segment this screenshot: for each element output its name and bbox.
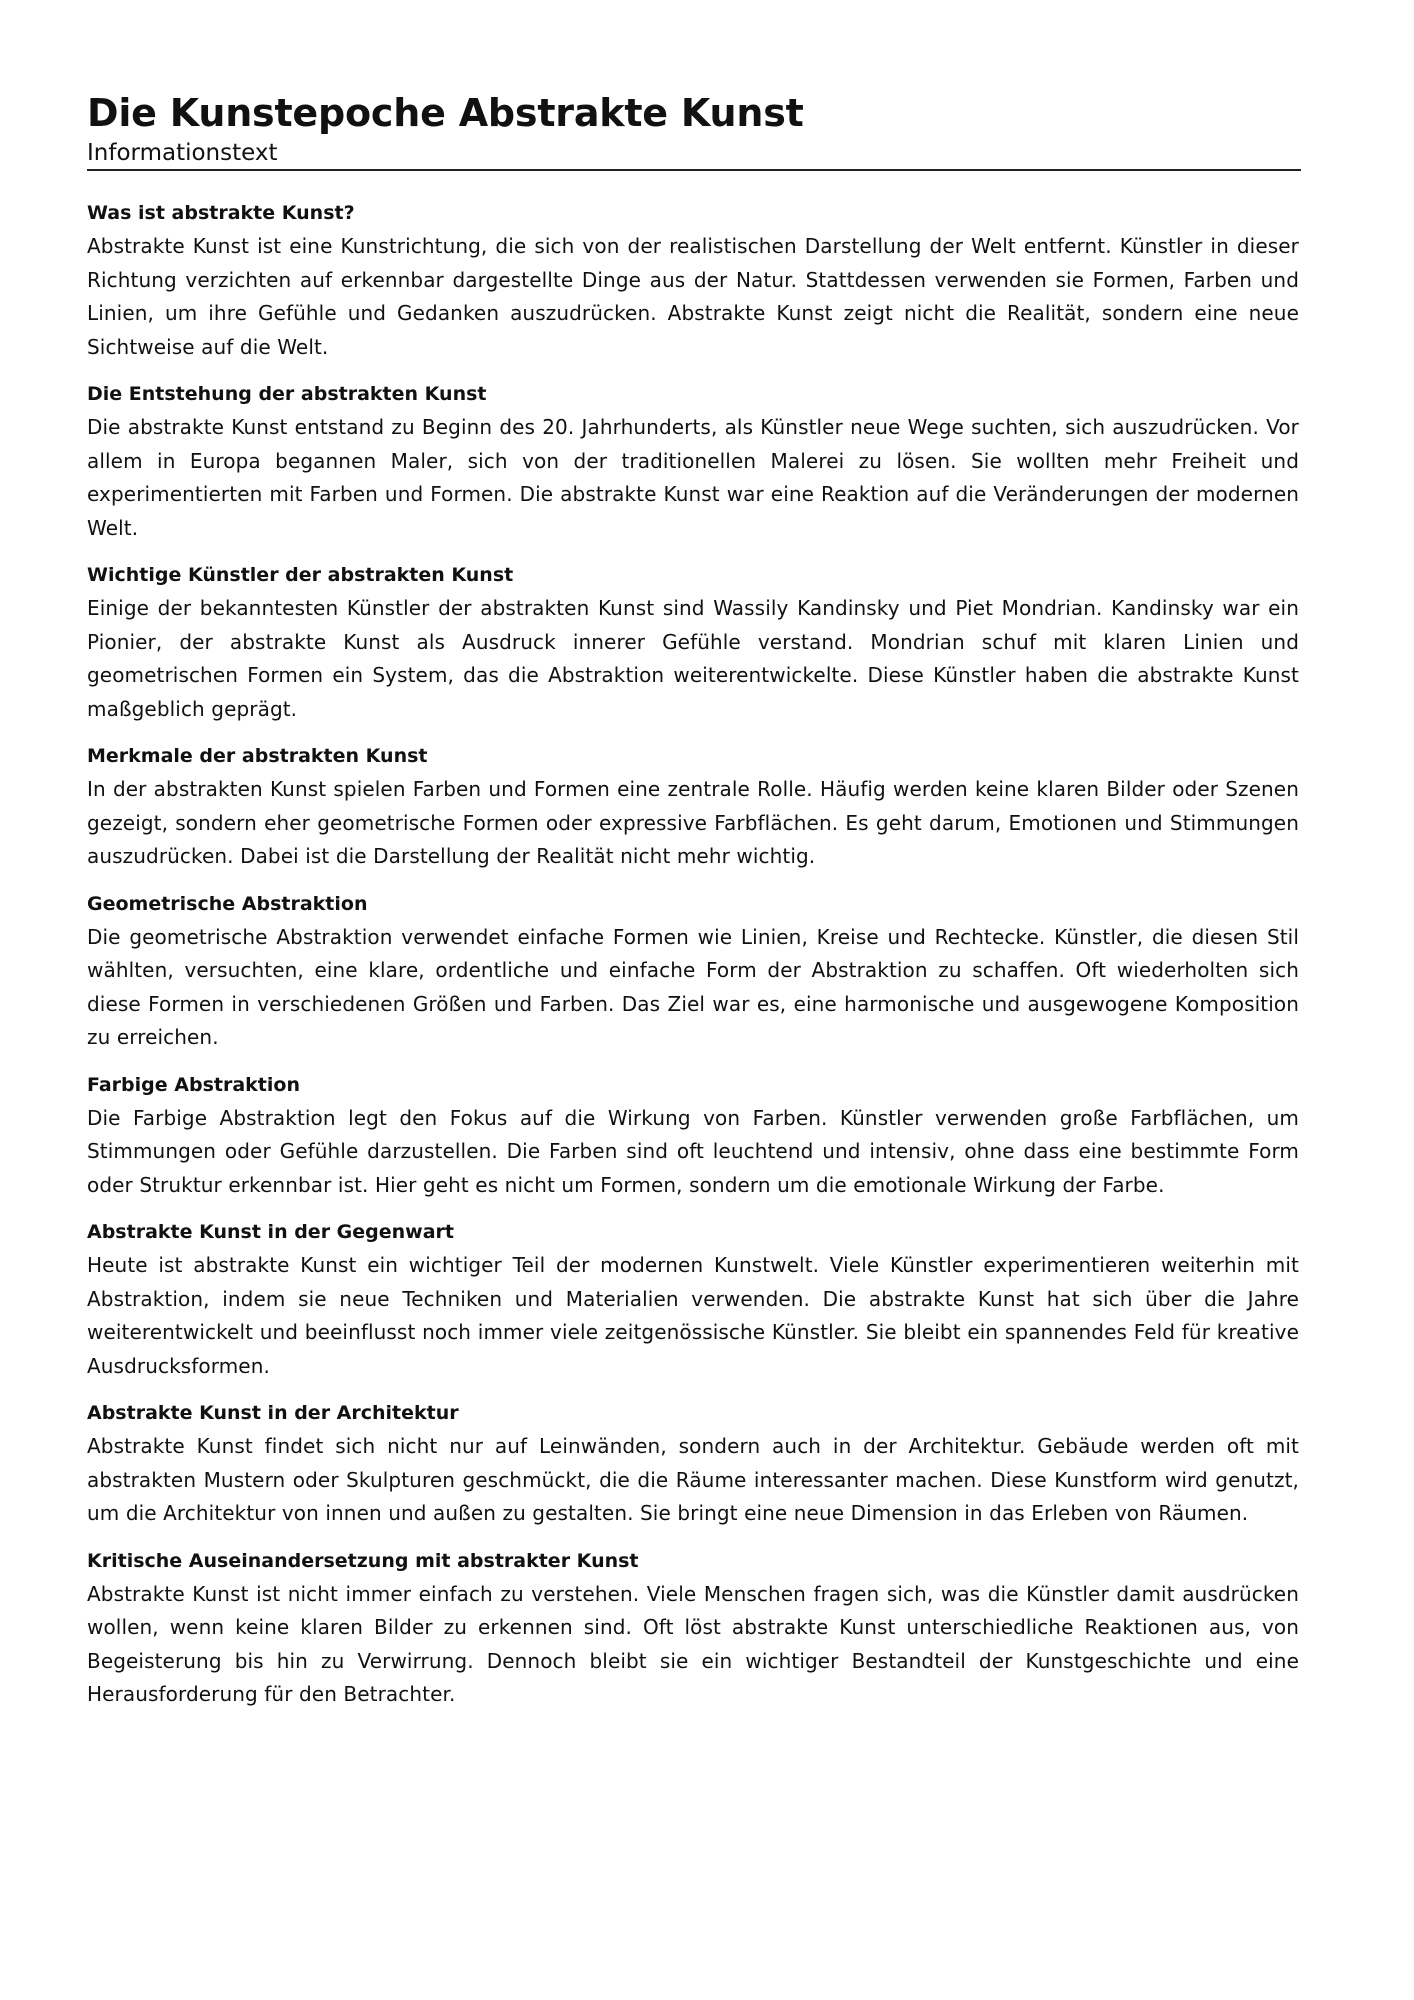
- section-text: Die geometrische Abstraktion verwendet einfache Formen wie Linien, Kreise und Rechtecke. Künstler, die diesen Stil wählten, versuchten, eine klare, ordentliche und einfache Form der Abstraktion zu schaffen. Oft wiederholten sich diese Formen in verschiedenen Größen und Farben. Das Ziel war es, eine harmonische und ausgewogene Komposition zu erreichen.: [87, 924, 1299, 1049]
- section-heading: Die Entstehung der abstrakten Kunst: [87, 383, 487, 405]
- section-was-ist-abstrakte-kunst: [87, 197, 1299, 364]
- section-heading: Merkmale der abstrakten Kunst: [87, 745, 428, 767]
- section-geometrische-abstraktion: [87, 888, 1299, 1055]
- section-kritische-auseinandersetzung: [87, 1545, 1299, 1712]
- section-text: Abstrakte Kunst findet sich nicht nur auf Leinwänden, sondern auch in der Architektur. Gebäude werden oft mit abstrakten Mustern oder Skulpturen geschmückt, die die Räume interessanter machen. Diese Kunstform wird genutzt, um die Architektur von innen und außen zu gestalten. Sie bringt eine neue Dimension in das Erleben von Räumen.: [87, 1434, 1299, 1525]
- section-heading: Abstrakte Kunst in der Architektur: [87, 1402, 459, 1424]
- section-farbige-abstraktion: [87, 1069, 1299, 1203]
- section-text: In der abstrakten Kunst spielen Farben und Formen eine zentrale Rolle. Häufig werden keine klaren Bilder oder Szenen gezeigt, sondern eher geometrische Formen oder expressive Farbflächen. Es geht darum, Emotionen und Stimmungen auszudrücken. Dabei ist die Darstellung der Realität nicht mehr wichtig.: [87, 777, 1299, 868]
- section-heading: Farbige Abstraktion: [87, 1073, 300, 1096]
- section-text: Heute ist abstrakte Kunst ein wichtiger Teil der modernen Kunstwelt. Viele Künstler experimentieren weiterhin mit Abstraktion, indem sie neue Techniken und Materialien verwenden. Die abstrakte Kunst hat sich über die Jahre weiterentwickelt und beeinflusst noch immer viele zeitgenössische Künstler. Sie bleibt ein spannendes Feld für kreative Ausdrucksformen.: [87, 1253, 1299, 1378]
- section-text: Abstrakte Kunst ist nicht immer einfach zu verstehen. Viele Menschen fragen sich, was die Künstler damit ausdrücken wollen, wenn keine klaren Bilder zu erkennen sind. Oft löst abstrakte Kunst unterschiedliche Reaktionen aus, von Begeisterung bis hin zu Verwirrung. Dennoch bleibt sie ein wichtiger Bestandteil der Kunstgeschichte und eine Herausforderung für den Betrachter.: [87, 1581, 1299, 1706]
- document-subtitle: Informationstext: [87, 138, 1301, 171]
- section-architektur: [87, 1397, 1299, 1531]
- section-heading: Kritische Auseinandersetzung mit abstrakter Kunst: [87, 1549, 639, 1572]
- section-heading: Was ist abstrakte Kunst?: [87, 202, 355, 224]
- section-gegenwart: [87, 1216, 1299, 1383]
- section-text: Die abstrakte Kunst entstand zu Beginn des 20. Jahrhunderts, als Künstler neue Wege suchten, sich auszudrücken. Vor allem in Europa begannen Maler, sich von der traditionellen Malerei zu lösen. Sie wollten mehr Freiheit und experimentierten mit Farben und Formen. Die abstrakte Kunst war eine Reaktion auf die Veränderungen der modernen Welt.: [87, 415, 1299, 540]
- document-title: Die Kunstepoche Abstrakte Kunst: [87, 91, 804, 135]
- section-text: Die Farbige Abstraktion legt den Fokus auf die Wirkung von Farben. Künstler verwenden große Farbflächen, um Stimmungen oder Gefühle darzustellen. Die Farben sind oft leuchtend und intensiv, ohne dass eine bestimmte Form oder Struktur erkennbar ist. Hier geht es nicht um Formen, sondern um die emotionale Wirkung der Farbe.: [87, 1105, 1299, 1197]
- section-text: Einige der bekanntesten Künstler der abstrakten Kunst sind Wassily Kandinsky und Piet Mondrian. Kandinsky war ein Pionier, der abstrakte Kunst als Ausdruck innerer Gefühle verstand. Mondrian schuf mit klaren Linien und geometrischen Formen ein System, das die Abstraktion weiterentwickelte. Diese Künstler haben die abstrakte Kunst maßgeblich geprägt.: [87, 596, 1299, 721]
- section-entstehung: [87, 378, 1299, 545]
- section-heading: Wichtige Künstler der abstrakten Kunst: [87, 564, 514, 586]
- section-merkmale: [87, 740, 1299, 874]
- section-text: Abstrakte Kunst ist eine Kunstrichtung, die sich von der realistischen Darstellung der Welt entfernt. Künstler in dieser Richtung verzichten auf erkennbar dargestellte Dinge aus der Natur. Stattdessen verwenden sie Formen, Farben und Linien, um ihre Gefühle und Gedanken auszudrücken. Abstrakte Kunst zeigt nicht die Realität, sondern eine neue Sichtweise auf die Welt.: [87, 234, 1299, 359]
- section-heading: Abstrakte Kunst in der Gegenwart: [87, 1221, 455, 1243]
- section-wichtige-kuenstler: [87, 559, 1299, 726]
- sections-container: [87, 197, 1299, 1712]
- section-heading: Geometrische Abstraktion: [87, 892, 368, 915]
- document-page: [87, 88, 1327, 1726]
